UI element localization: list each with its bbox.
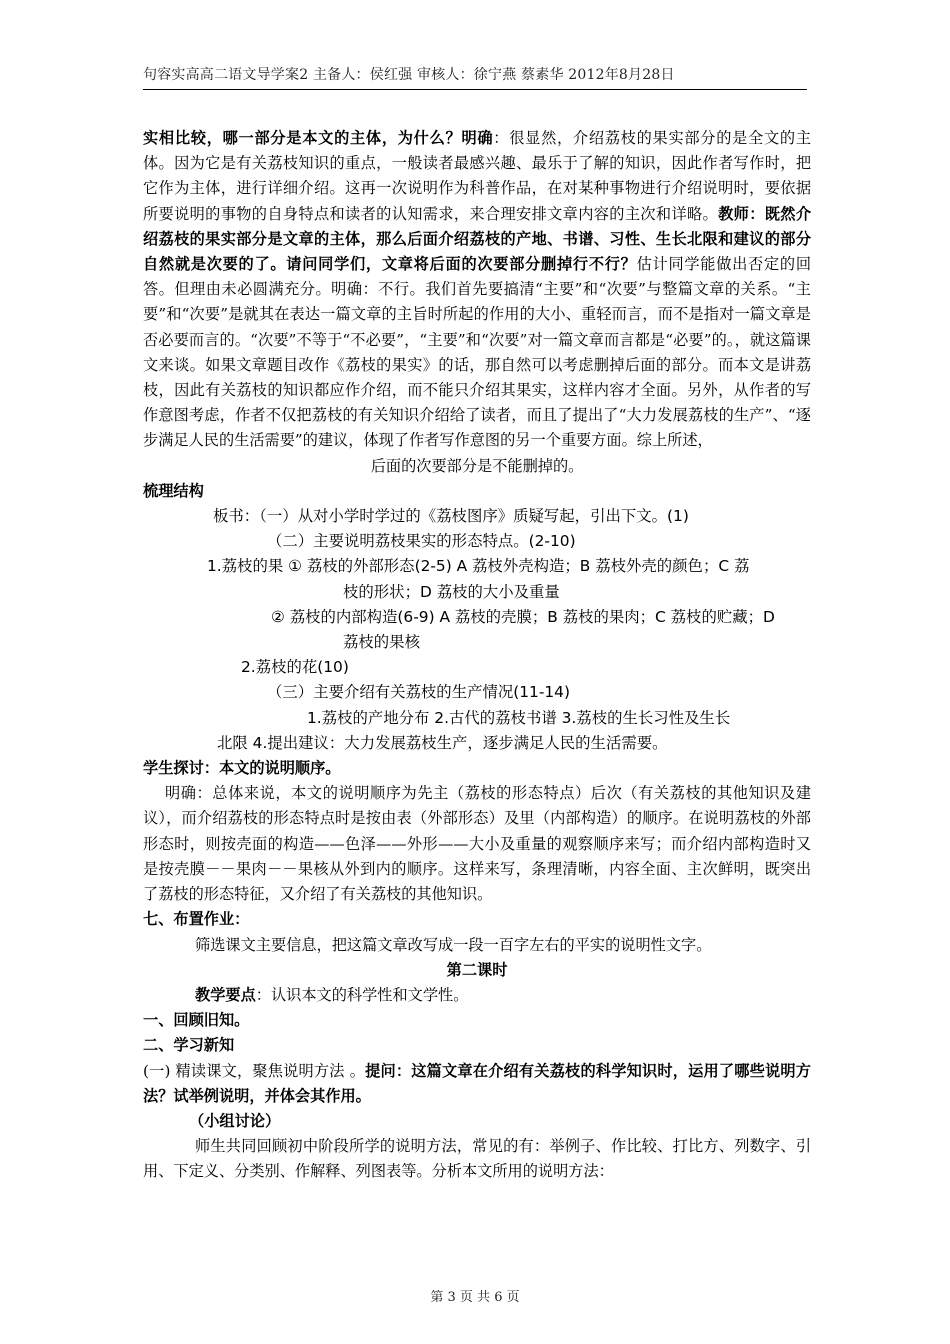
page-footer: 第 3 页 共 6 页 — [430, 1290, 520, 1305]
bold-question: 实相比较，哪一部分是本文的主体，为什么？明确 — [143, 129, 494, 147]
group-discussion: （小组讨论） — [189, 1111, 281, 1130]
paragraph-question — [143, 1059, 811, 1109]
heading-review: 一、回顾旧知。 — [143, 1011, 250, 1030]
outline-line-1: 板书：（一）从对小学时学过的《荔枝图序》质疑写起，引出下文。(1) — [213, 507, 689, 526]
heading-order: 学生探讨：本文的说明顺序。 — [143, 759, 341, 778]
outline-line-8: （三）主要介绍有关荔枝的生产情况(11-14) — [267, 683, 570, 702]
outline-line-2: （二）主要说明荔枝果实的形态特点。(2-10) — [267, 532, 576, 551]
answer-text-2: 估计同学能做出否定的回答。但理由未必圆满充分。明确：不行。我们首先要搞清“主要”和“次要”与整篇文章的关系。“主要”和“次要”是就其在表达一篇文章的主旨时所起的作用的大小、重轻而言，而不是指对一篇文章是否必要而言的。“次要”不等于“不必要”，“主要”和“次要”对一篇文章而言都是“必要”的。，就这篇课文来谈。如果文章题目改作《荔枝的果实》的话，那自然可以考虑删掉后面的部分。而本文是讲荔枝，因此有关荔枝的知识都应作介绍，而不能只介绍其果实，这样内容才全面。另外，从作者的写作意图考虑，作者不仅把荔枝的有关知识介绍给了读者，而且了提出了“大力发展荔枝的生产”、“逐步满足人民的生活需要”的建议，体现了作者写作意图的另一个重要方面。综上所述， — [143, 255, 812, 450]
paragraph-order: 明确：总体来说，本文的说明顺序为先主（荔枝的形态特点）后次（有关荔枝的其他知识及建议），而介绍荔枝的形态特点时是按由表（外部形态）及里（内部构造）的顺序。在说明荔枝的外部形态时，则按壳面的构造——色泽——外形——大小及重量的观察顺序来写；而介绍内部构造时又是按壳膜－－果肉－－果核从外到内的顺序。这样来写，条理清晰，内容全面、主次鲜明，既突出了荔枝的形态特征，又介绍了有关荔枝的其他知识。 — [143, 784, 811, 904]
paragraph-conclusion: 后面的次要部分是不能删掉的。 — [370, 456, 584, 475]
heading-structure: 梳理结构 — [143, 481, 204, 500]
outline-line-5: ② 荔枝的内部构造(6-9) A 荔枝的壳膜；B 荔枝的果肉；C 荔枝的贮藏；D — [271, 607, 775, 626]
paragraph-homework: 筛选课文主要信息，把这篇文章改写成一段一百字左右的平实的说明性文字。 — [195, 935, 712, 954]
page-header: 句容实高高二语文导学案2 主备人：侯红强 审核人：徐宁燕 蔡素华 2012年8月28日 — [143, 64, 807, 90]
outline-line-10: 北限 4.提出建议：大力发展荔枝生产，逐步满足人民的生活需要。 — [217, 733, 668, 752]
heading-homework: 七、布置作业： — [143, 910, 250, 929]
outline-line-4: 枝的形状；D 荔枝的大小及重量 — [343, 582, 560, 601]
outline-line-7: 2.荔枝的花(10) — [241, 658, 349, 677]
question-intro: (一) 精读课文，聚焦说明方法 。 — [143, 1061, 366, 1080]
goal-label: 教学要点 — [195, 985, 256, 1004]
paragraph-main-part — [143, 126, 811, 454]
outline-line-3: 1.荔枝的果 ① 荔枝的外部形态(2-5) A 荔枝外壳构造；B 荔枝外壳的颜色；C 荔 — [207, 557, 750, 576]
goal-text: ：认识本文的科学性和文学性。 — [255, 985, 469, 1004]
answer-text: ：很显然，介绍荔枝的果实部分的是全文的主体。因为它是有关荔枝知识的重点，一般读者最感兴趣、最乐于了解的知识，因此作者写作时，把它作为主体，进行详细介绍。这再一次说明作为科普作品，在对某种事物进行介绍说明时，要依据所要说明的事物的自身特点和读者的认知需求，来合理安排文章内容的主次和详略。 — [143, 129, 812, 223]
heading-new-knowledge: 二、学习新知 — [143, 1036, 235, 1055]
paragraph-goal — [143, 983, 811, 1008]
outline-line-9: 1.荔枝的产地分布 2.古代的荔枝书谱 3.荔枝的生长习性及生长 — [307, 708, 731, 727]
heading-lesson-2: 第二课时 — [446, 960, 508, 979]
document-body — [143, 126, 811, 1185]
question-bold: 提问：这篇文章在介绍有关荔枝的科学知识时，运用了哪些说明方法？试举例说明，并体会其作用。 — [143, 1061, 811, 1105]
paragraph-methods: 师生共同回顾初中阶段所学的说明方法，常见的有：举例子、作比较、打比方、列数字、引用、下定义、分类别、作解释、列图表等。分析本文所用的说明方法： — [143, 1137, 811, 1181]
teacher-question: 教师：既然介绍荔枝的果实部分是文章的主体，那么后面介绍荔枝的产地、书谱、习性、生长北限和建议的部分自然就是次要的了。请问同学们，文章将后面的次要部分删掉行不行？ — [143, 204, 812, 274]
outline-line-6: 荔枝的果核 — [343, 633, 420, 652]
